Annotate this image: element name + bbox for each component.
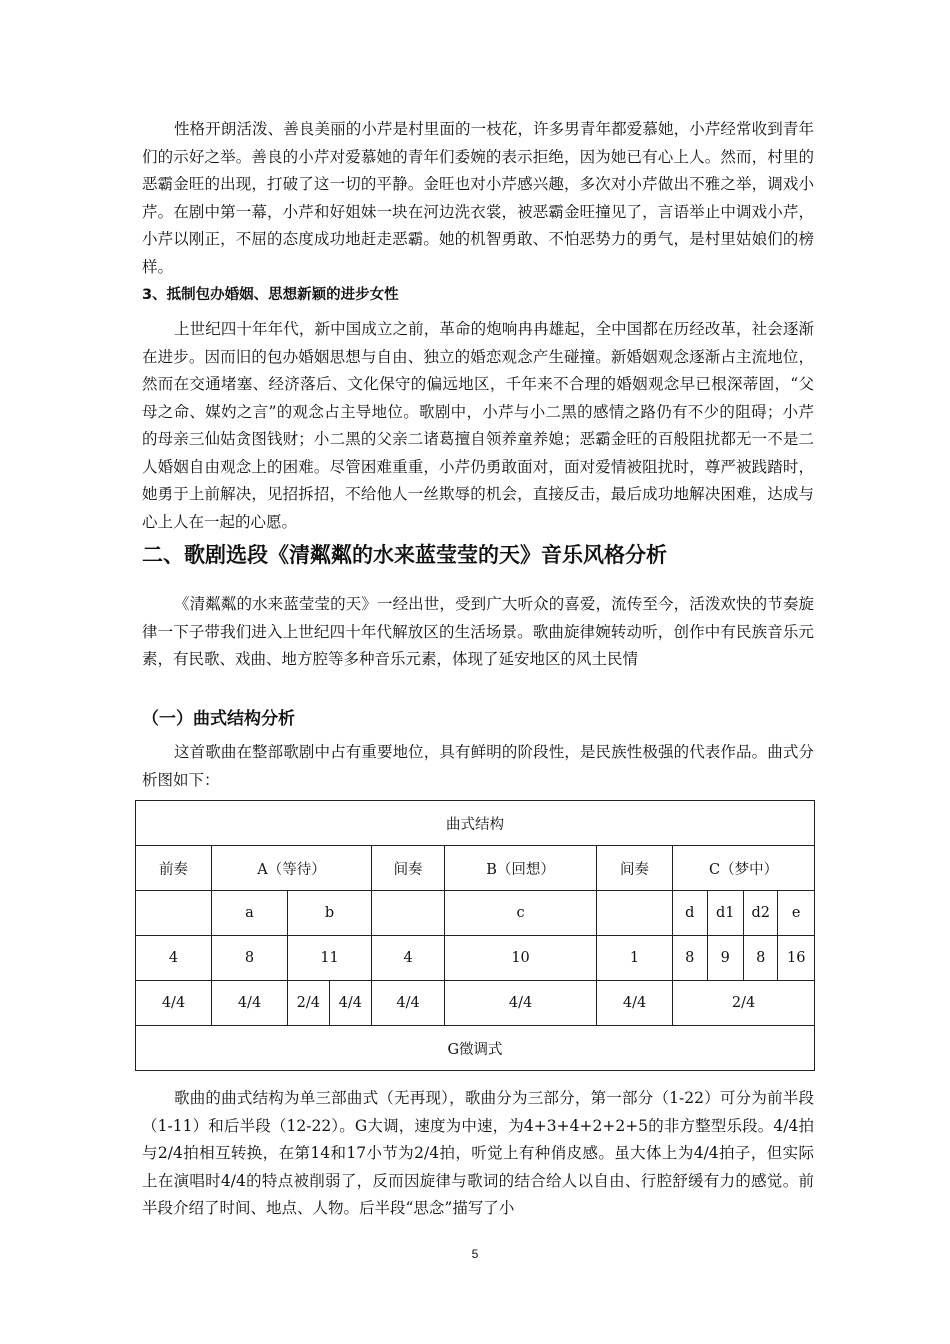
table-row	[136, 936, 815, 981]
table-cell: A（等待）	[212, 846, 372, 891]
paragraph-form-intro: 这首歌曲在整部歌剧中占有重要地位，具有鲜明的阶段性，是民族性极强的代表作品。曲式分析图如下：	[142, 743, 814, 789]
table-cell: 8	[212, 936, 288, 981]
paragraph-xiaoqin-character: 性格开朗活泼、善良美丽的小芹是村里面的一枝花，许多男青年都爱慕她，小芹经常收到青年们的示好之举。善良的小芹对爱慕她的青年们委婉的表示拒绝，因为她已有心上人。然而，村里的恶霸金旺的出现，打破了这一切的平静。金旺也对小芹感兴趣，多次对小芹做出不雅之举，调戏小芹。在剧中第一幕，小芹和好姐妹一块在河边洗衣裳，被恶霸金旺撞见了，言语举止中调戏小芹，小芹以刚正，不屈的态度成功地赶走恶霸。她的机智勇敢、不怕恶势力的勇气，是村里姑娘们的榜样。	[142, 120, 814, 276]
table-title-cell: 曲式结构	[136, 801, 815, 846]
table-cell: d1	[707, 891, 743, 936]
table-cell: 4/4	[212, 981, 288, 1026]
paragraph-marriage-background: 上世纪四十年年代，新中国成立之前，革命的炮响冉冉雄起，全中国都在历经改革，社会逐渐在进步。因而旧的包办婚姻思想与自由、独立的婚恋观念产生碰撞。新婚姻观念逐渐占主流地位，然而在交通堵塞、经济落后、文化保守的偏远地区，千年来不合理的婚姻观念早已根深蒂固，“父母之命、媒妁之言”的观念占主导地位。歌剧中，小芹与小二黑的感情之路仍有不少的阻碍；小芹的母亲三仙姑贪图钱财；小二黑的父亲二诸葛擅自领养童养媳；恶霸金旺的百般阻扰都无一不是二人婚姻自由观念上的困难。尽管困难重重，小芹仍勇敢面对，面对爱情被阻扰时，尊严被践踏时，她勇于上前解决，见招拆招，不给他人一丝欺辱的机会，直接反击，最后成功地解决困难，达成与心上人在一起的心愿。	[142, 320, 814, 531]
table-cell: a	[212, 891, 288, 936]
table-cell: B（回想）	[445, 846, 597, 891]
table-cell	[372, 891, 445, 936]
table-cell: 11	[288, 936, 372, 981]
table-row	[136, 801, 815, 846]
table-cell	[597, 891, 673, 936]
table-cell: C（梦中）	[673, 846, 815, 891]
table-cell: d2	[743, 891, 777, 936]
subsection-heading-form-analysis: （一）曲式结构分析	[142, 709, 295, 729]
table-cell: e	[778, 891, 815, 936]
chapter-heading-music-style: 二、歌剧选段《清粼粼的水来蓝莹莹的天》音乐风格分析	[142, 543, 667, 567]
table-row	[136, 1026, 815, 1071]
table-cell: 4/4	[329, 981, 372, 1026]
paragraph-form-analysis: 歌曲的曲式结构为单三部曲式（无再现），歌曲分为三部分，第一部分（1-22）可分为前半段（1-11）和后半段（12-22）。G大调，速度为中速，为4+3+4+2+2+5的非方整型乐段。4/4拍与2/4拍相互转换，在第14和17小节为2/4拍，听觉上有种俏皮感。虽大体上为4/4拍子，但实际上在演唱时4/4的特点被削弱了，反而因旋律与歌词的结合给人以自由、行腔舒缓有力的感觉。前半段介绍了时间、地点、人物。后半段“思念”描写了小	[142, 1089, 814, 1217]
table-cell: 4/4	[136, 981, 212, 1026]
table-cell: 8	[743, 936, 777, 981]
table-cell: 间奏	[597, 846, 673, 891]
table-cell: 间奏	[372, 846, 445, 891]
table-cell: d	[673, 891, 707, 936]
table-cell: 4/4	[445, 981, 597, 1026]
table-cell: 2/4	[288, 981, 330, 1026]
table-cell: 10	[445, 936, 597, 981]
table-cell: 16	[778, 936, 815, 981]
table-cell: 4	[136, 936, 212, 981]
table-cell: 前奏	[136, 846, 212, 891]
table-cell	[136, 891, 212, 936]
page-number: 5	[471, 1247, 479, 1261]
table-mode-cell: G徵调式	[136, 1026, 815, 1071]
table-cell: 9	[707, 936, 743, 981]
table-cell: 4/4	[597, 981, 673, 1026]
table-cell: 4	[372, 936, 445, 981]
form-structure-table	[135, 800, 815, 1071]
section-heading-progressive-woman: 3、抵制包办婚姻、思想新颖的进步女性	[142, 287, 399, 303]
table-cell: 4/4	[372, 981, 445, 1026]
table-row	[136, 981, 815, 1026]
table-cell: 8	[673, 936, 707, 981]
table-cell: b	[288, 891, 372, 936]
table-cell: 2/4	[673, 981, 815, 1026]
table-cell: 1	[597, 936, 673, 981]
table-cell: c	[445, 891, 597, 936]
table-row	[136, 891, 815, 936]
table-row	[136, 846, 815, 891]
paragraph-song-intro: 《清粼粼的水来蓝莹莹的天》一经出世，受到广大听众的喜爱，流传至今，活泼欢快的节奏旋律一下子带我们进入上世纪四十年代解放区的生活场景。歌曲旋律婉转动听，创作中有民族音乐元素，有民歌、戏曲、地方腔等多种音乐元素，体现了延安地区的风土民情	[142, 595, 814, 668]
